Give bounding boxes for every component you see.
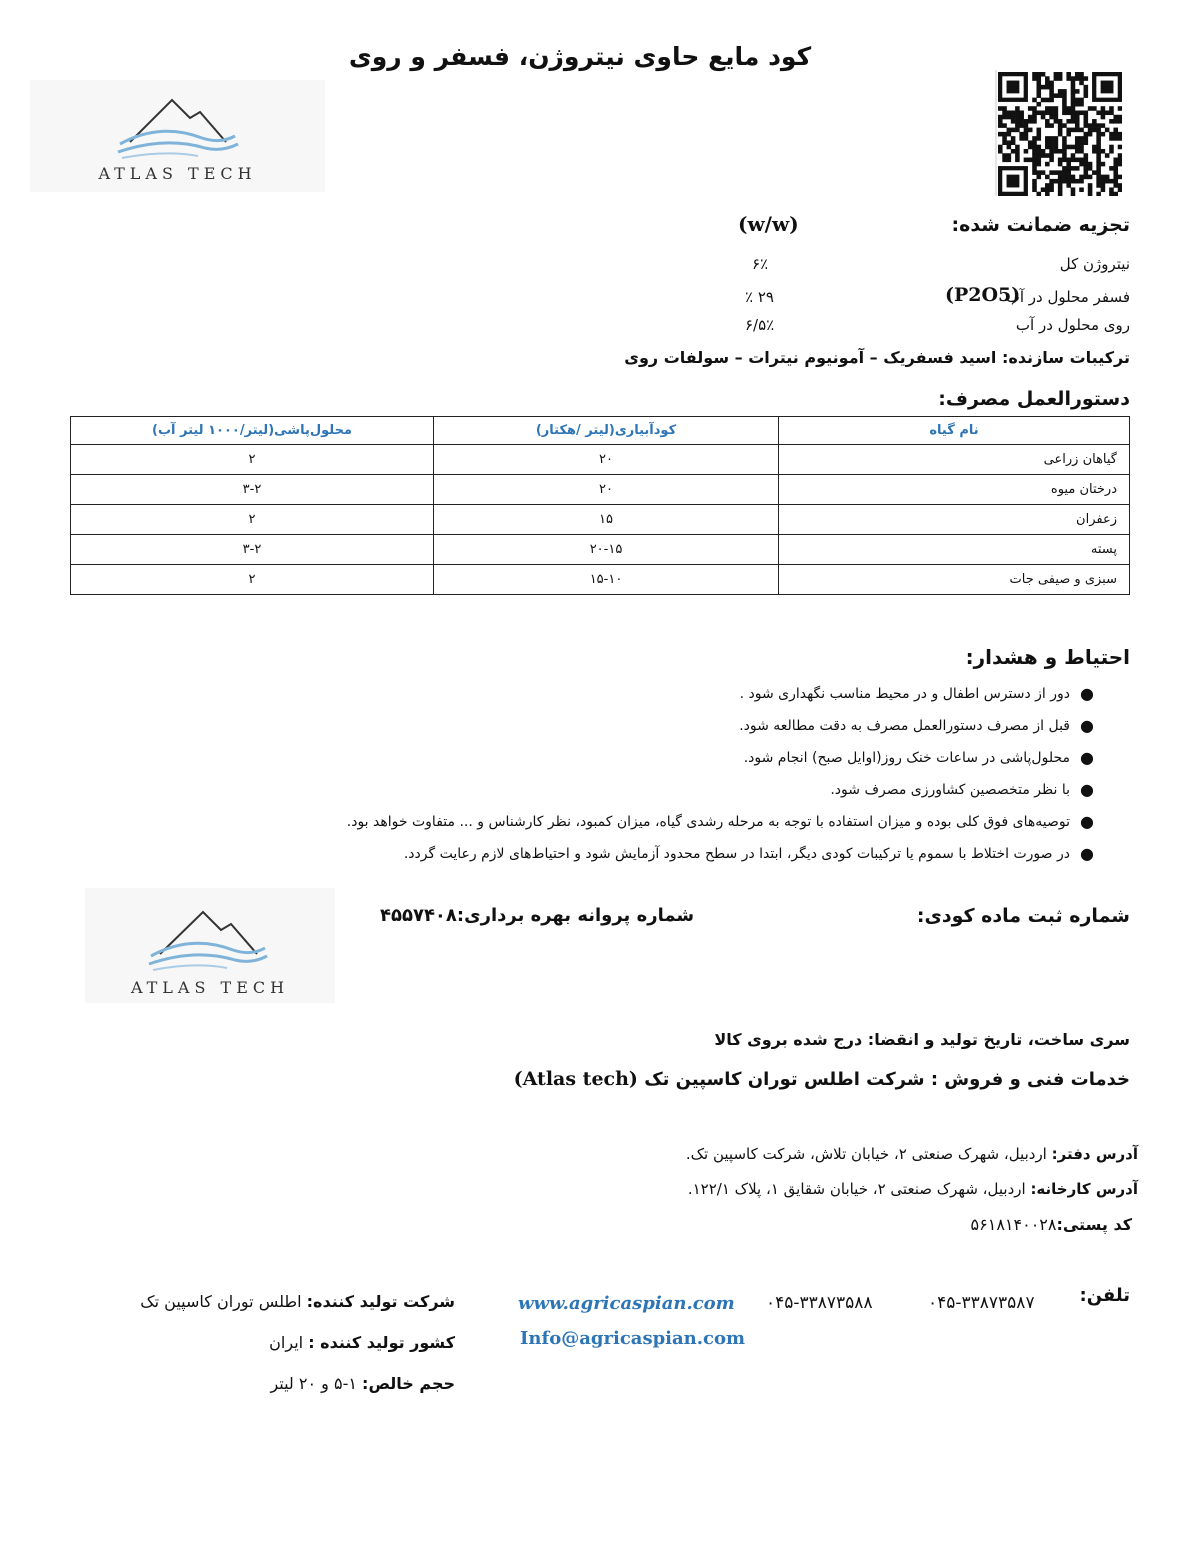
warnings-heading: احتیاط و هشدار: (965, 645, 1130, 669)
net-volume-label: حجم خالص: (362, 1374, 455, 1393)
producer-country-label: کشور تولید کننده : (308, 1333, 455, 1352)
column-header: کودآبیاری(لیتر /هکتار) (434, 417, 779, 445)
plant-cell: گیاهان زراعی (779, 445, 1130, 475)
factory-address-value: اردبیل، شهرک صنعتی ۲، خیابان شقایق ۱، پلاک ۱۲۲/۱. (687, 1180, 1031, 1198)
phosphorus-value: ۲۹ ٪ (745, 288, 774, 306)
unit-label: (w/w) (738, 212, 799, 236)
warning-text: محلول‌پاشی در ساعات خنک روز(اوایل صبح) انجام شود. (743, 750, 1070, 766)
postal-code-label: کد پستی: (1056, 1215, 1132, 1234)
fertigation-cell: ۲۰-۱۵ (434, 535, 779, 565)
list-item (310, 744, 1130, 776)
plant-cell: درختان میوه (779, 475, 1130, 505)
factory-address (688, 1180, 1138, 1198)
zinc-value: ۶/۵٪ (745, 316, 775, 334)
zinc-label: روی محلول در آب (1015, 316, 1130, 334)
license-number: ۴۵۵۷۴۰۸ (380, 905, 457, 926)
logo-text: ATLAS TECH (98, 164, 257, 183)
license-line (380, 905, 694, 926)
ingredients-line: ترکیبات سازنده: اسید فسفریک – آمونیوم نیترات – سولفات روی (624, 348, 1130, 367)
postal-code-value: ۵۶۱۸۱۴۰۰۲۸ (970, 1215, 1057, 1234)
plant-cell: سبزی و صیفی جات (779, 565, 1130, 595)
producer-country-value: ایران (269, 1333, 309, 1352)
warning-text: قبل از مصرف دستورالعمل مصرف به دقت مطالعه شود. (739, 718, 1070, 734)
column-header: محلول‌پاشی(لیتر/۱۰۰۰ لیتر آب) (71, 417, 434, 445)
email-link[interactable]: Info@agricaspian.com (520, 1328, 746, 1349)
foliar-cell: ۲ (71, 505, 434, 535)
column-header: نام گیاه (779, 417, 1130, 445)
logo-text: ATLAS TECH (130, 978, 290, 997)
page-title: کود مایع حاوی نیتروژن، فسفر و روی (348, 42, 812, 71)
bullet-icon: ● (1080, 844, 1094, 863)
atlas-tech-logo (30, 80, 325, 192)
bullet-icon: ● (1080, 748, 1094, 767)
foliar-cell: ۳-۲ (71, 475, 434, 505)
list-item (310, 712, 1130, 744)
usage-table (70, 416, 1130, 595)
bullet-icon: ● (1080, 780, 1094, 799)
phone-label: تلفن: (1079, 1285, 1130, 1306)
list-item (310, 680, 1130, 712)
qr-code[interactable] (998, 72, 1122, 196)
services-line (514, 1068, 1130, 1090)
warning-text: در صورت اختلاط با سموم یا ترکیبات کودی دیگر، ابتدا در سطح محدود آزمایش شود و احتیاط‌های لازم رعایت گردد. (403, 846, 1070, 862)
nitrogen-label: نیتروژن کل (1059, 255, 1130, 273)
phone-number-1[interactable]: ۰۴۵-۳۳۸۷۳۵۸۷ (928, 1293, 1035, 1313)
services-label: خدمات فنی و فروش : شرکت اطلس توران کاسپین تک (644, 1069, 1130, 1090)
warning-text: دور از دسترس اطفال و در محیط مناسب نگهداری شود . (739, 686, 1070, 702)
warning-text: توصیه‌های فوق کلی بوده و میزان استفاده با توجه به مرحله رشدی گیاه، میزان کمبود، نظر کارشناس و ... متفاوت خواهد بود. (346, 814, 1070, 830)
table-row (71, 535, 1130, 565)
foliar-cell: ۲ (71, 565, 434, 595)
producer-company (140, 1292, 455, 1311)
net-volume-value: ۱-۵ و ۲۰ لیتر (270, 1374, 363, 1393)
list-item (310, 808, 1130, 840)
foliar-cell: ۲ (71, 445, 434, 475)
office-address-value: اردبیل، شهرک صنعتی ۲، خیابان تلاش، شرکت کاسپین تک. (685, 1145, 1052, 1163)
list-item (310, 840, 1130, 872)
qr-code-icon (998, 72, 1122, 196)
table-row (71, 445, 1130, 475)
plant-cell: زعفران (779, 505, 1130, 535)
office-address (686, 1145, 1138, 1163)
fertigation-cell: ۲۰ (434, 475, 779, 505)
fertigation-cell: ۲۰ (434, 445, 779, 475)
producer-company-value: اطلس توران کاسپین تک (140, 1292, 307, 1311)
fertigation-cell: ۱۵-۱۰ (434, 565, 779, 595)
bullet-icon: ● (1080, 716, 1094, 735)
website-link[interactable]: www.agricaspian.com (518, 1293, 735, 1314)
table-row (71, 505, 1130, 535)
atlas-tech-logo-bottom (85, 888, 335, 1003)
services-latin: (Atlas tech) (513, 1068, 638, 1090)
warnings-list (310, 680, 1130, 872)
phosphorus-label: فسفر محلول در آب (1005, 288, 1130, 306)
bullet-icon: ● (1080, 812, 1094, 831)
producer-country (269, 1333, 455, 1352)
table-row (71, 475, 1130, 505)
plant-cell: پسته (779, 535, 1130, 565)
batch-line: سری ساخت، تاریخ تولید و انقضا: درج شده بروی کالا (714, 1030, 1130, 1049)
p2o5-formula: (P2O5) (945, 284, 1021, 306)
postal-code (971, 1215, 1132, 1234)
list-item (310, 776, 1130, 808)
warning-text: با نظر متخصصین کشاورزی مصرف شود. (830, 782, 1070, 798)
license-label: شماره پروانه بهره برداری: (456, 905, 695, 926)
bullet-icon: ● (1080, 684, 1094, 703)
guaranteed-heading: تجزیه ضمانت شده: (951, 214, 1130, 236)
phone-number-2[interactable]: ۰۴۵-۳۳۸۷۳۵۸۸ (766, 1293, 873, 1313)
table-header-row (71, 417, 1130, 445)
material-registration-label: شماره ثبت ماده کودی: (916, 905, 1130, 927)
fertigation-cell: ۱۵ (434, 505, 779, 535)
usage-heading: دستورالعمل مصرف: (938, 388, 1130, 410)
table-row (71, 565, 1130, 595)
foliar-cell: ۳-۲ (71, 535, 434, 565)
net-volume (270, 1374, 455, 1393)
office-address-label: آدرس دفتر: (1051, 1145, 1138, 1163)
factory-address-label: آدرس کارخانه: (1030, 1180, 1138, 1198)
nitrogen-value: ۶٪ (752, 255, 769, 273)
producer-company-label: شرکت تولید کننده: (306, 1292, 455, 1311)
